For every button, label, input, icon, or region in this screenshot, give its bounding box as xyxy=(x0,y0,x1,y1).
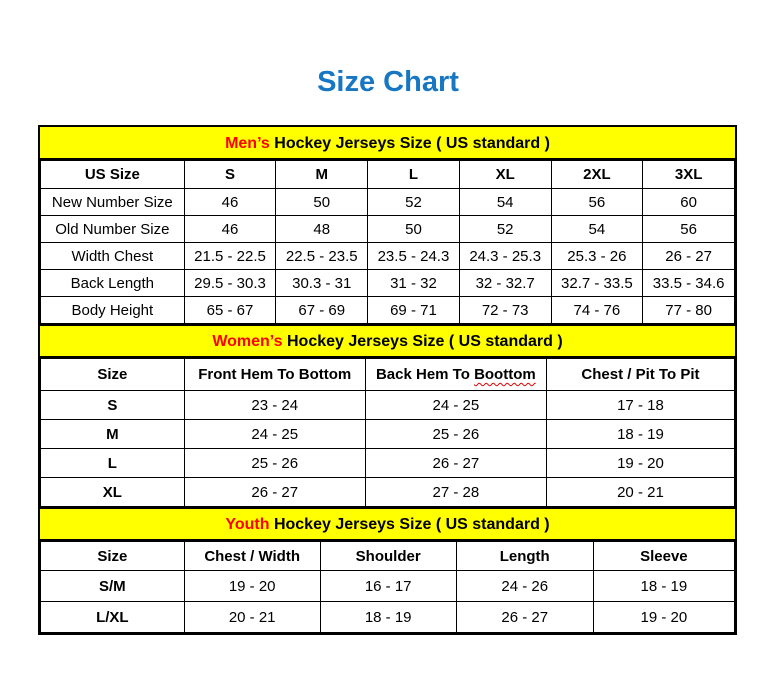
size-value-cell: 25.3 - 26 xyxy=(551,243,643,270)
table-row xyxy=(41,602,735,633)
size-value-cell: 17 - 18 xyxy=(546,391,734,420)
size-value-cell: 54 xyxy=(459,189,551,216)
column-header-cell: Chest / Pit To Pit xyxy=(546,359,734,391)
table-row xyxy=(41,571,735,602)
size-value-cell: 52 xyxy=(459,216,551,243)
size-value-cell: 50 xyxy=(276,189,368,216)
column-header-cell: S xyxy=(184,161,276,189)
size-value-cell: 24 - 26 xyxy=(456,571,593,602)
size-value-cell: 26 - 27 xyxy=(643,243,735,270)
size-value-cell: 31 - 32 xyxy=(368,270,460,297)
size-value-cell: 20 - 21 xyxy=(184,602,320,633)
column-header-cell: XL xyxy=(459,161,551,189)
row-label-cell: L xyxy=(41,449,185,478)
column-header-cell: M xyxy=(276,161,368,189)
misspelled-word: Boottom xyxy=(474,366,536,383)
column-header-cell: 2XL xyxy=(551,161,643,189)
table-row xyxy=(41,189,735,216)
size-value-cell: 56 xyxy=(643,216,735,243)
column-header-cell xyxy=(365,359,546,391)
table-row xyxy=(41,478,735,507)
size-value-cell: 67 - 69 xyxy=(276,297,368,324)
column-header-cell: Chest / Width xyxy=(184,542,320,571)
column-header-cell: Size xyxy=(41,359,185,391)
table-row xyxy=(41,297,735,324)
column-header-cell: 3XL xyxy=(643,161,735,189)
column-header-cell: Sleeve xyxy=(593,542,734,571)
size-value-cell: 50 xyxy=(368,216,460,243)
row-label-cell: M xyxy=(41,420,185,449)
womens-size-table xyxy=(40,358,735,507)
table-row xyxy=(41,270,735,297)
row-label-cell: Width Chest xyxy=(41,243,185,270)
youth-size-table xyxy=(40,541,735,633)
mens-size-table xyxy=(40,160,735,324)
row-label-cell: Back Length xyxy=(41,270,185,297)
size-value-cell: 77 - 80 xyxy=(643,297,735,324)
table-row xyxy=(41,420,735,449)
size-value-cell: 46 xyxy=(184,216,276,243)
size-value-cell: 54 xyxy=(551,216,643,243)
size-value-cell: 52 xyxy=(368,189,460,216)
size-value-cell: 19 - 20 xyxy=(593,602,734,633)
size-value-cell: 26 - 27 xyxy=(456,602,593,633)
youth-section-highlight: Youth xyxy=(225,516,270,533)
mens-section-highlight: Men’s xyxy=(225,135,270,152)
youth-header-row xyxy=(41,542,735,571)
youth-section-title-text: Hockey Jerseys Size ( US standard ) xyxy=(269,516,550,533)
size-value-cell: 24 - 25 xyxy=(365,391,546,420)
size-value-cell: 26 - 27 xyxy=(365,449,546,478)
size-value-cell: 33.5 - 34.6 xyxy=(643,270,735,297)
size-value-cell: 18 - 19 xyxy=(593,571,734,602)
womens-section-highlight: Women’s xyxy=(212,333,283,350)
size-value-cell: 21.5 - 22.5 xyxy=(184,243,276,270)
mens-section-title-text: Hockey Jerseys Size ( US standard ) xyxy=(269,135,550,152)
size-value-cell: 20 - 21 xyxy=(546,478,734,507)
row-label-cell: New Number Size xyxy=(41,189,185,216)
row-label-cell: S xyxy=(41,391,185,420)
size-value-cell: 24 - 25 xyxy=(184,420,365,449)
size-value-cell: 27 - 28 xyxy=(365,478,546,507)
row-label-cell: Old Number Size xyxy=(41,216,185,243)
back-hem-label: Back Hem To xyxy=(375,366,475,383)
size-value-cell: 23.5 - 24.3 xyxy=(368,243,460,270)
column-header-cell: L xyxy=(368,161,460,189)
youth-section-header xyxy=(40,507,735,541)
size-chart xyxy=(38,125,737,635)
mens-section-header xyxy=(40,127,735,160)
size-value-cell: 60 xyxy=(643,189,735,216)
size-value-cell: 72 - 73 xyxy=(459,297,551,324)
column-header-cell: Front Hem To Bottom xyxy=(184,359,365,391)
womens-section-title-text: Hockey Jerseys Size ( US standard ) xyxy=(282,333,563,350)
column-header-cell: Length xyxy=(456,542,593,571)
table-row xyxy=(41,391,735,420)
row-label-cell: Body Height xyxy=(41,297,185,324)
table-row xyxy=(41,243,735,270)
size-value-cell: 65 - 67 xyxy=(184,297,276,324)
womens-header-row xyxy=(41,359,735,391)
mens-header-row xyxy=(41,161,735,189)
size-value-cell: 24.3 - 25.3 xyxy=(459,243,551,270)
size-value-cell: 32 - 32.7 xyxy=(459,270,551,297)
size-value-cell: 18 - 19 xyxy=(320,602,456,633)
row-label-cell: L/XL xyxy=(41,602,185,633)
row-label-cell: S/M xyxy=(41,571,185,602)
size-value-cell: 30.3 - 31 xyxy=(276,270,368,297)
size-value-cell: 32.7 - 33.5 xyxy=(551,270,643,297)
size-value-cell: 46 xyxy=(184,189,276,216)
table-row xyxy=(41,449,735,478)
size-value-cell: 29.5 - 30.3 xyxy=(184,270,276,297)
table-row xyxy=(41,216,735,243)
size-value-cell: 23 - 24 xyxy=(184,391,365,420)
column-header-cell: US Size xyxy=(41,161,185,189)
size-value-cell: 19 - 20 xyxy=(184,571,320,602)
size-value-cell: 22.5 - 23.5 xyxy=(276,243,368,270)
page-title: Size Chart xyxy=(317,66,459,98)
size-value-cell: 19 - 20 xyxy=(546,449,734,478)
size-value-cell: 26 - 27 xyxy=(184,478,365,507)
column-header-cell: Size xyxy=(41,542,185,571)
womens-section-header xyxy=(40,324,735,358)
size-value-cell: 16 - 17 xyxy=(320,571,456,602)
size-value-cell: 74 - 76 xyxy=(551,297,643,324)
size-value-cell: 48 xyxy=(276,216,368,243)
column-header-cell: Shoulder xyxy=(320,542,456,571)
row-label-cell: XL xyxy=(41,478,185,507)
size-value-cell: 25 - 26 xyxy=(365,420,546,449)
size-value-cell: 56 xyxy=(551,189,643,216)
size-value-cell: 69 - 71 xyxy=(368,297,460,324)
size-value-cell: 25 - 26 xyxy=(184,449,365,478)
size-value-cell: 18 - 19 xyxy=(546,420,734,449)
